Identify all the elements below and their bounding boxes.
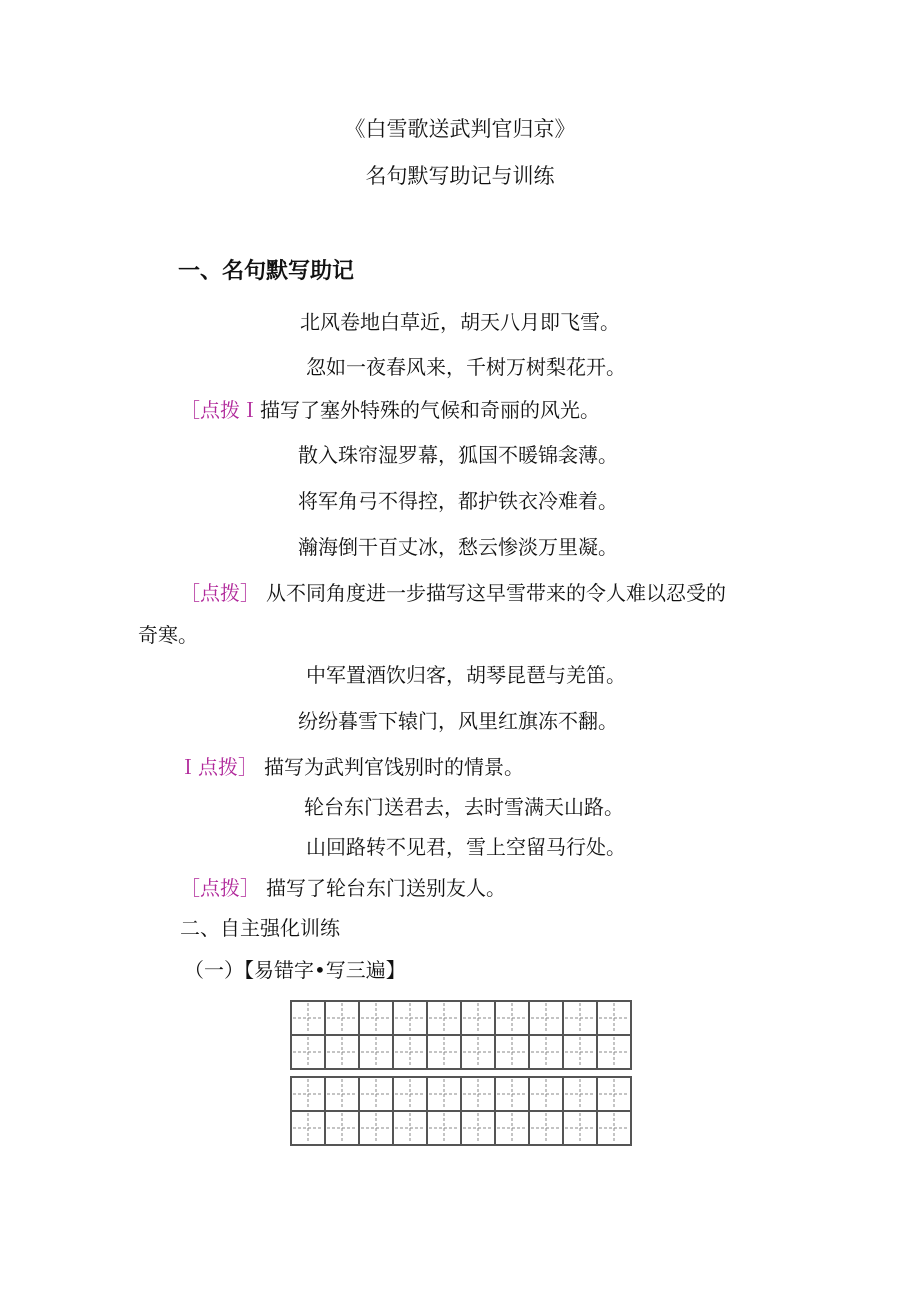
grid-cell[interactable] bbox=[564, 1112, 597, 1145]
annotation-tag: ［点拨］ bbox=[180, 581, 260, 605]
verse-line: 纷纷暮雪下辕门，风里红旗冻不翻。 bbox=[298, 709, 618, 733]
annotation-tag: ［点拨］ bbox=[180, 876, 260, 900]
grid-cell[interactable] bbox=[530, 1002, 563, 1035]
grid-cell[interactable] bbox=[496, 1078, 529, 1111]
verse-line: 山回路转不见君，雪上空留马行处。 bbox=[306, 835, 626, 859]
annotation-text: 描写为武判官饯别时的情景。 bbox=[264, 755, 524, 779]
grid-cell[interactable] bbox=[598, 1112, 631, 1145]
grid-cell[interactable] bbox=[496, 1036, 529, 1069]
grid-cell[interactable] bbox=[292, 1002, 325, 1035]
page-subtitle: 名句默写助记与训练 bbox=[365, 164, 555, 188]
grid-cell[interactable] bbox=[292, 1036, 325, 1069]
grid-cell[interactable] bbox=[530, 1078, 563, 1111]
grid-cell[interactable] bbox=[428, 1078, 461, 1111]
grid-cell[interactable] bbox=[360, 1112, 393, 1145]
grid-cell[interactable] bbox=[292, 1112, 325, 1145]
grid-cell[interactable] bbox=[462, 1002, 495, 1035]
grid-cell[interactable] bbox=[428, 1112, 461, 1145]
verse-line: 散入珠帘湿罗幕，狐国不暖锦衾薄。 bbox=[298, 443, 618, 467]
grid-cell[interactable] bbox=[326, 1078, 359, 1111]
sub-heading: （一）【易错字•写三遍】 bbox=[184, 958, 406, 982]
grid-cell[interactable] bbox=[598, 1002, 631, 1035]
verse-line: 中军置酒饮归客，胡琴昆琶与羌笛。 bbox=[306, 663, 626, 687]
grid-cell[interactable] bbox=[292, 1078, 325, 1111]
annotation-line bbox=[180, 874, 506, 902]
annotation-tag: Ｉ点拨］ bbox=[178, 755, 258, 779]
section-heading-2: 二、自主强化训练 bbox=[180, 916, 340, 940]
annotation-text: 描写了轮台东门送别友人。 bbox=[266, 876, 506, 900]
grid-cell[interactable] bbox=[462, 1078, 495, 1111]
grid-cell[interactable] bbox=[394, 1036, 427, 1069]
annotation-text: 从不同角度进一步描写这早雪带来的令人难以忍受的 bbox=[266, 581, 726, 605]
grid-cell[interactable] bbox=[598, 1078, 631, 1111]
grid-cell[interactable] bbox=[462, 1112, 495, 1145]
grid-cell[interactable] bbox=[394, 1002, 427, 1035]
page-title: 《白雪歌送武判官归京》 bbox=[344, 117, 576, 141]
grid-cell[interactable] bbox=[326, 1036, 359, 1069]
grid-cell[interactable] bbox=[360, 1002, 393, 1035]
grid-cell[interactable] bbox=[326, 1112, 359, 1145]
grid-cell[interactable] bbox=[564, 1002, 597, 1035]
grid-cell[interactable] bbox=[394, 1112, 427, 1145]
grid-cell[interactable] bbox=[360, 1036, 393, 1069]
grid-cell[interactable] bbox=[530, 1112, 563, 1145]
verse-line: 忽如一夜春风来，千树万树梨花开。 bbox=[306, 355, 626, 379]
annotation-tag: ［点拨Ｉ bbox=[180, 398, 260, 422]
grid-cell[interactable] bbox=[394, 1078, 427, 1111]
grid-cell[interactable] bbox=[428, 1036, 461, 1069]
annotation-line bbox=[178, 753, 524, 781]
grid-cell[interactable] bbox=[326, 1002, 359, 1035]
annotation-line bbox=[180, 396, 600, 424]
section-heading-1: 一、名句默写助记 bbox=[178, 259, 355, 284]
grid-svg bbox=[291, 1001, 631, 1069]
verse-line: 将军角弓不得控，都护铁衣冷难着。 bbox=[298, 489, 618, 513]
writing-grid bbox=[290, 1000, 632, 1070]
grid-cell[interactable] bbox=[428, 1002, 461, 1035]
grid-cell[interactable] bbox=[462, 1036, 495, 1069]
annotation-text: 描写了塞外特殊的气候和奇丽的风光。 bbox=[260, 398, 600, 422]
verse-line: 轮台东门送君去，去时雪满天山路。 bbox=[304, 795, 624, 819]
grid-cell[interactable] bbox=[530, 1036, 563, 1069]
grid-cell[interactable] bbox=[564, 1036, 597, 1069]
verse-line: 北风卷地白草近，胡天八月即飞雪。 bbox=[300, 310, 620, 334]
grid-cell[interactable] bbox=[496, 1002, 529, 1035]
grid-cell[interactable] bbox=[360, 1078, 393, 1111]
grid-cell[interactable] bbox=[598, 1036, 631, 1069]
annotation-continuation: 奇寒。 bbox=[138, 623, 198, 647]
writing-grid bbox=[290, 1076, 632, 1146]
annotation-line bbox=[180, 579, 726, 607]
grid-cell[interactable] bbox=[496, 1112, 529, 1145]
grid-svg bbox=[291, 1077, 631, 1145]
grid-cell[interactable] bbox=[564, 1078, 597, 1111]
verse-line: 瀚海倒干百丈冰，愁云惨淡万里凝。 bbox=[298, 535, 618, 559]
